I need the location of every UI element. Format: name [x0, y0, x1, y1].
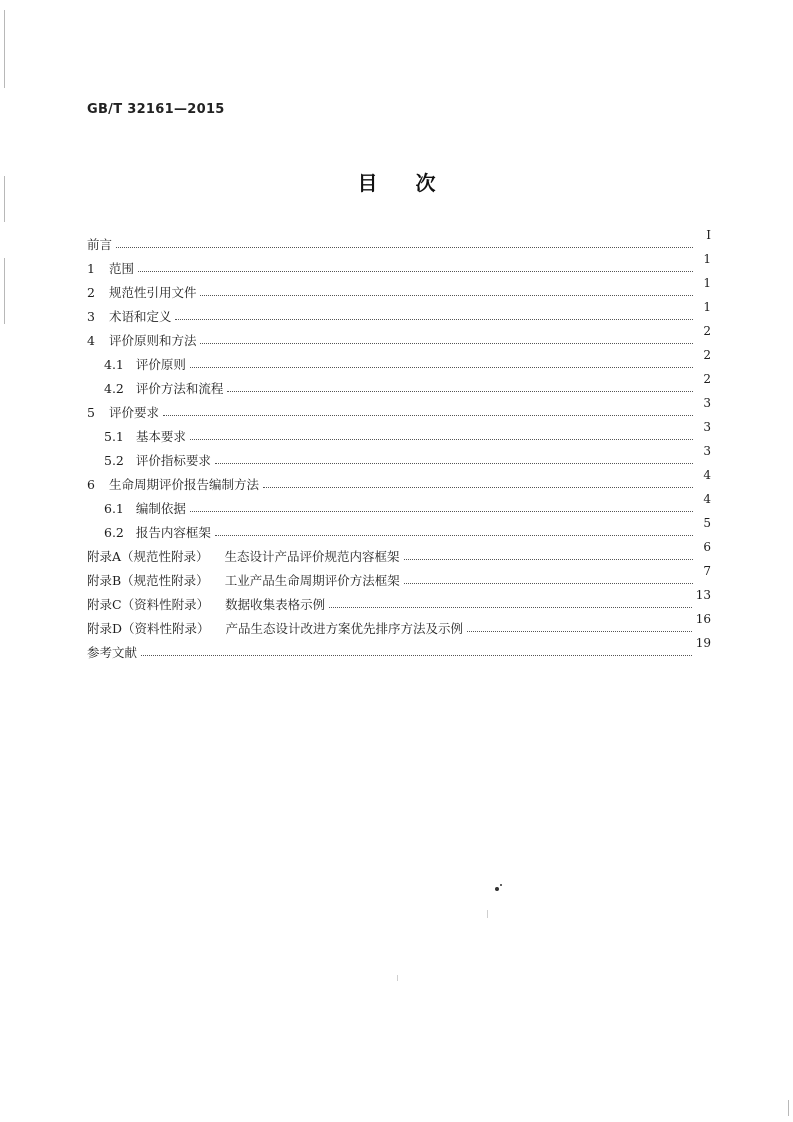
toc-leader-dots	[200, 343, 693, 344]
toc-entry-page-number: 19	[695, 636, 711, 650]
toc-entry[interactable]	[87, 587, 711, 611]
scan-edge-mark	[788, 1100, 789, 1116]
toc-entry-title: 生态设计产品评价规范内容框架	[224, 548, 400, 564]
toc-entry-title: 报告内容框架	[135, 524, 211, 540]
toc-entry-title: 工业产品生命周期评价方法框架	[224, 572, 400, 588]
toc-leader-dots	[175, 319, 693, 320]
toc-leader-dots	[404, 583, 693, 584]
toc-entry-page-number: 16	[695, 612, 711, 626]
toc-entry-page-number: 13	[695, 588, 711, 602]
toc-entry-number: 附录A（规范性附录）	[87, 548, 209, 564]
toc-leader-dots	[215, 463, 693, 464]
toc-entry[interactable]	[87, 419, 711, 443]
toc-entry-number: 5.2	[104, 452, 124, 468]
scan-edge-mark	[4, 10, 5, 88]
toc-entry-label	[87, 404, 163, 420]
toc-entry-label	[87, 596, 329, 612]
toc-entry-label	[87, 284, 200, 300]
toc-entry-page-number: 4	[703, 468, 711, 482]
toc-entry[interactable]	[87, 611, 711, 635]
toc-leader-dots	[329, 607, 692, 608]
toc-entry-title: 编制依据	[135, 500, 186, 516]
toc-leader-dots	[190, 511, 693, 512]
toc-entry-page-number: 2	[703, 324, 711, 338]
toc-leader-dots	[200, 295, 693, 296]
toc-entry-number: 附录C（资料性附录）	[87, 596, 210, 612]
toc-leader-dots	[141, 655, 692, 656]
toc-entry-number: 4	[87, 332, 95, 348]
toc-entry-page-number: 1	[703, 300, 711, 314]
toc-leader-dots	[190, 367, 693, 368]
toc-leader-dots	[138, 271, 693, 272]
toc-entry-title: 数据收集表格示例	[225, 596, 326, 612]
toc-leader-dots	[467, 631, 692, 632]
toc-entry-label	[87, 332, 200, 348]
toc-entry-page-number: 5	[703, 516, 711, 530]
toc-entry-title: 参考文献	[87, 644, 138, 660]
toc-leader-dots	[227, 391, 693, 392]
toc-entry-title: 产品生态设计改进方案优先排序方法及示例	[225, 620, 464, 636]
toc-entry[interactable]	[87, 563, 711, 587]
toc-entry-label	[104, 500, 190, 516]
toc-entry-number: 6.2	[104, 524, 124, 540]
toc-entry-title: 评价指标要求	[135, 452, 211, 468]
toc-entry-label	[104, 428, 190, 444]
toc-entry-page-number: 1	[703, 276, 711, 290]
toc-entry-page-number: 7	[703, 564, 711, 578]
toc-entry-label	[87, 548, 404, 564]
toc-entry-title: 生命周期评价报告编制方法	[108, 476, 259, 492]
toc-entry[interactable]	[87, 371, 711, 395]
toc-entry-number: 附录B（规范性附录）	[87, 572, 209, 588]
scan-speck	[397, 975, 398, 981]
toc-entry-title: 规范性引用文件	[108, 284, 197, 300]
toc-entry-title: 评价原则和方法	[108, 332, 197, 348]
toc-entry[interactable]	[87, 299, 711, 323]
toc-entry[interactable]	[87, 515, 711, 539]
toc-entry-label	[87, 260, 138, 276]
toc-entry[interactable]	[87, 635, 711, 659]
toc-entry-label	[87, 236, 116, 252]
toc-entry[interactable]	[87, 443, 711, 467]
toc-entry-page-number: 2	[703, 348, 711, 362]
toc-entry-number: 6.1	[104, 500, 124, 516]
page-title: 目次	[357, 171, 474, 195]
toc-leader-dots	[215, 535, 693, 536]
toc-entry-number: 4.2	[104, 380, 124, 396]
toc-entry-page-number: 4	[703, 492, 711, 506]
toc-entry-label	[87, 572, 404, 588]
toc-entry[interactable]	[87, 491, 711, 515]
scan-speck	[500, 884, 502, 886]
toc-entry-page-number: 6	[703, 540, 711, 554]
toc-entry-title: 前言	[87, 236, 113, 252]
toc-entry-label	[104, 452, 215, 468]
toc-entry[interactable]	[87, 347, 711, 371]
toc-entry-label	[87, 308, 175, 324]
scan-speck	[487, 910, 488, 918]
scan-edge-mark	[4, 258, 5, 324]
toc-entry-number: 5	[87, 404, 95, 420]
toc-entry-label	[104, 524, 215, 540]
toc-entry[interactable]	[87, 395, 711, 419]
toc-leader-dots	[190, 439, 693, 440]
toc-entry-page-number: 2	[703, 372, 711, 386]
toc-entry-label	[87, 644, 141, 660]
toc-leader-dots	[404, 559, 693, 560]
toc-entry-number: 2	[87, 284, 95, 300]
toc-entry-label	[104, 380, 227, 396]
toc-entry-number: 6	[87, 476, 95, 492]
toc-entry-number: 附录D（资料性附录）	[87, 620, 210, 636]
toc-entry-title: 评价原则	[135, 356, 186, 372]
toc-entry-page-number: 3	[703, 420, 711, 434]
standard-code: GB/T 32161—2015	[87, 102, 225, 117]
toc-entry-title: 术语和定义	[108, 308, 172, 324]
toc-leader-dots	[116, 247, 693, 248]
toc-leader-dots	[263, 487, 693, 488]
table-of-contents	[87, 227, 711, 659]
toc-entry-label	[87, 476, 263, 492]
toc-entry[interactable]	[87, 251, 711, 275]
toc-entry-page-number: 3	[703, 444, 711, 458]
toc-entry-page-number: Ⅰ	[706, 228, 711, 242]
toc-entry-number: 1	[87, 260, 95, 276]
toc-entry[interactable]	[87, 323, 711, 347]
toc-entry-number: 3	[87, 308, 95, 324]
toc-entry-page-number: 1	[703, 252, 711, 266]
toc-entry-number: 5.1	[104, 428, 124, 444]
toc-entry[interactable]	[87, 275, 711, 299]
scan-speck	[495, 887, 499, 891]
toc-entry-label	[104, 356, 190, 372]
toc-entry-title: 基本要求	[135, 428, 186, 444]
toc-entry-label	[87, 620, 467, 636]
toc-entry-page-number: 3	[703, 396, 711, 410]
toc-entry[interactable]	[87, 227, 711, 251]
toc-entry[interactable]	[87, 539, 711, 563]
toc-entry-number: 4.1	[104, 356, 124, 372]
toc-entry-title: 评价要求	[108, 404, 159, 420]
toc-entry-title: 评价方法和流程	[135, 380, 224, 396]
toc-entry-title: 范围	[108, 260, 134, 276]
toc-leader-dots	[163, 415, 693, 416]
toc-entry[interactable]	[87, 467, 711, 491]
